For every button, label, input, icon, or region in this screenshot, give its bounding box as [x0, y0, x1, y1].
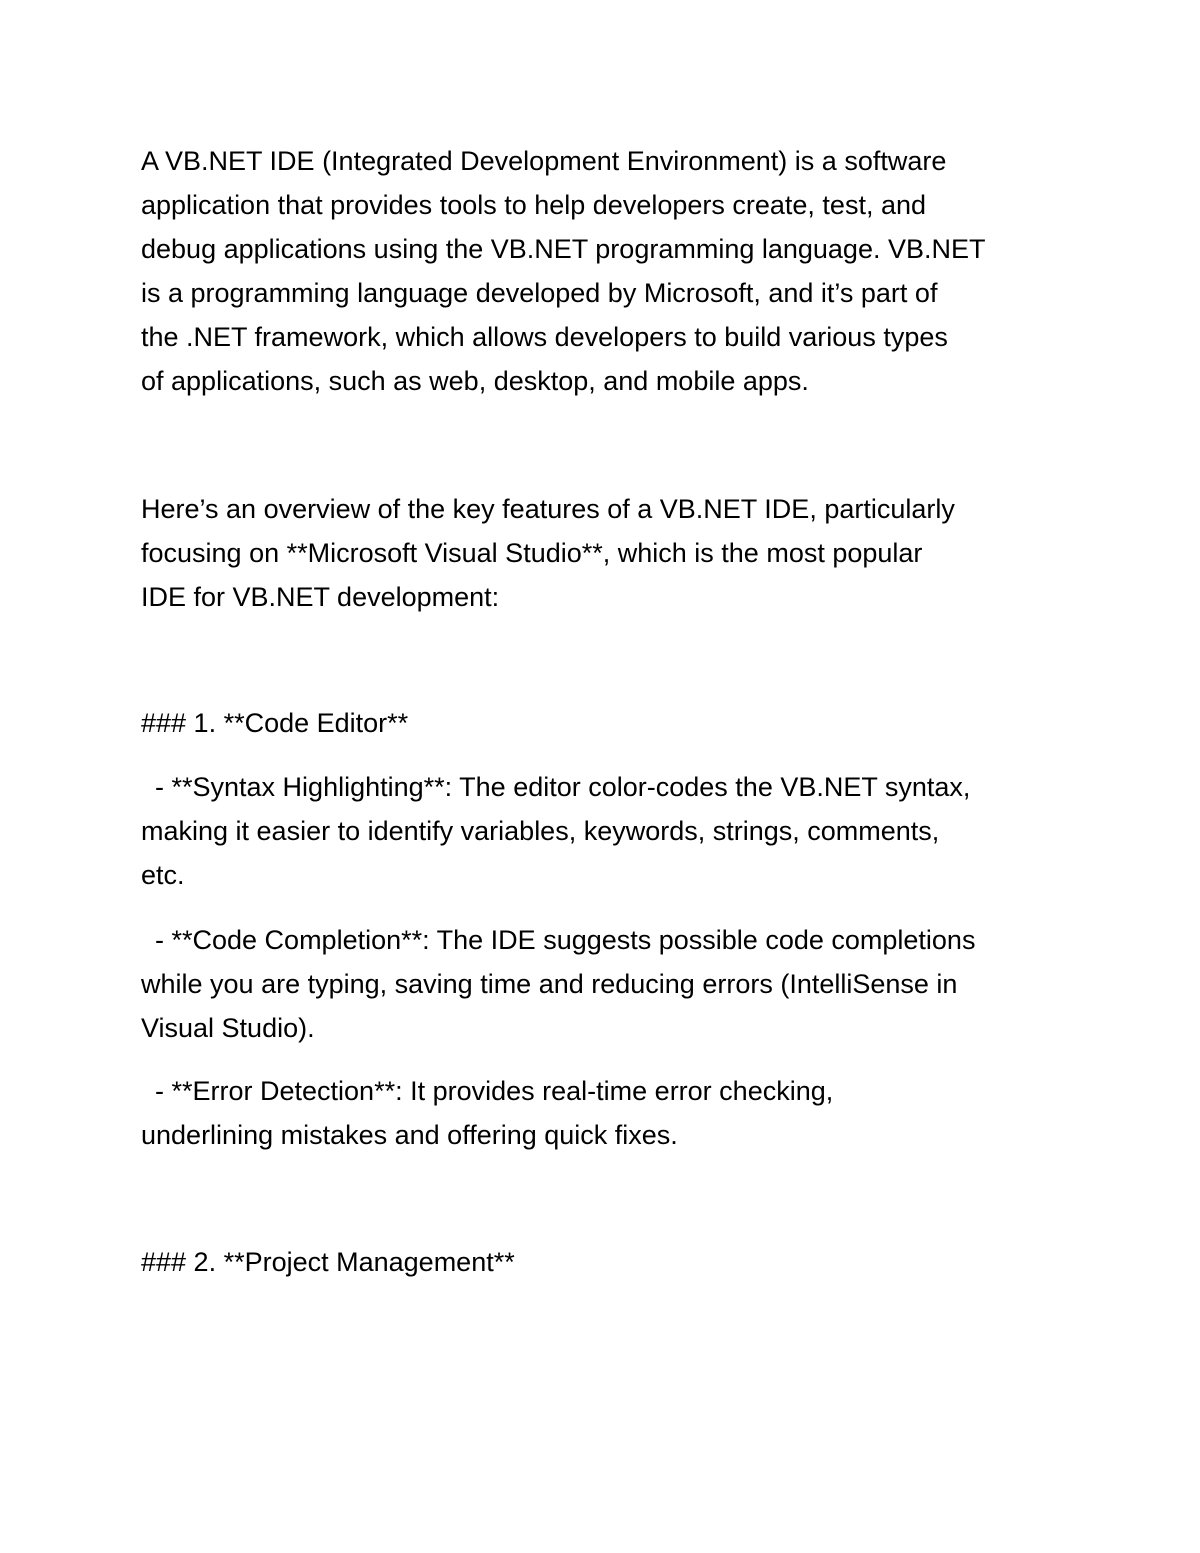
bullet-code-completion [141, 918, 1071, 1050]
section-heading-text: ### 2. **Project Management** [141, 1247, 515, 1277]
intro-line: is a programming language developed by Microsoft, and it’s part of [141, 278, 938, 308]
section-heading-code-editor [141, 701, 1071, 745]
bullet-line: Visual Studio). [141, 1013, 315, 1043]
bullet-line: etc. [141, 860, 185, 890]
intro-line: application that provides tools to help developers create, test, and [141, 190, 926, 220]
overview-line: focusing on **Microsoft Visual Studio**, which is the most popular [141, 538, 923, 568]
overview-paragraph [141, 487, 1071, 619]
bullet-line: - **Code Completion**: The IDE suggests possible code completions [155, 925, 976, 955]
intro-line: of applications, such as web, desktop, and mobile apps. [141, 366, 809, 396]
bullet-line: making it easier to identify variables, keywords, strings, comments, [141, 816, 940, 846]
bullet-error-detection [141, 1069, 1071, 1157]
bullet-line: - **Syntax Highlighting**: The editor color-codes the VB.NET syntax, [155, 772, 971, 802]
bullet-syntax-highlighting [141, 765, 1071, 897]
bullet-line: underlining mistakes and offering quick fixes. [141, 1120, 678, 1150]
overview-line: IDE for VB.NET development: [141, 582, 500, 612]
bullet-line: - **Error Detection**: It provides real-time error checking, [155, 1076, 834, 1106]
section-heading-project-management [141, 1240, 1071, 1284]
intro-paragraph [141, 139, 1071, 403]
intro-line: debug applications using the VB.NET programming language. VB.NET [141, 234, 986, 264]
bullet-line: while you are typing, saving time and reducing errors (IntelliSense in [141, 969, 958, 999]
intro-line: the .NET framework, which allows developers to build various types [141, 322, 948, 352]
overview-line: Here’s an overview of the key features of a VB.NET IDE, particularly [141, 494, 955, 524]
section-heading-text: ### 1. **Code Editor** [141, 708, 409, 738]
intro-line: A VB.NET IDE (Integrated Development Environment) is a software [141, 146, 947, 176]
